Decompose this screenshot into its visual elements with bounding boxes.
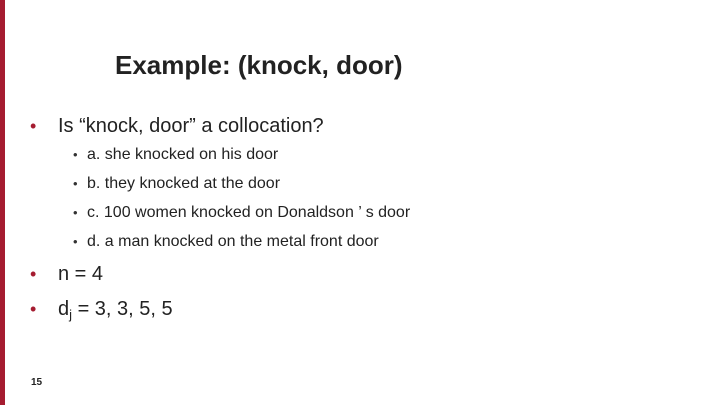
d-subscript: j bbox=[69, 307, 73, 322]
example-item-d bbox=[73, 233, 379, 251]
bullet-n bbox=[30, 263, 103, 286]
example-item-c bbox=[73, 204, 410, 222]
d-symbol: d bbox=[58, 298, 70, 320]
bullet-text bbox=[58, 298, 173, 321]
bullet-dot-icon: • bbox=[73, 234, 78, 249]
slide-title: Example: (knock, door) bbox=[115, 50, 403, 80]
d-values: = 3, 3, 5, 5 bbox=[72, 298, 173, 320]
slide-accent-bar bbox=[0, 0, 5, 405]
bullet-dot-icon: • bbox=[30, 264, 37, 284]
bullet-dot-icon: • bbox=[73, 176, 78, 191]
bullet-text: n = 4 bbox=[58, 263, 104, 285]
example-item-b bbox=[73, 175, 280, 193]
example-text: d. a man knocked on the metal front door bbox=[87, 233, 379, 250]
bullet-dot-icon: • bbox=[30, 299, 37, 319]
example-text: a. she knocked on his door bbox=[87, 146, 279, 163]
bullet-dot-icon: • bbox=[73, 147, 78, 162]
example-item-a bbox=[73, 146, 278, 164]
bullet-dot-icon: • bbox=[30, 116, 37, 136]
bullet-dot-icon: • bbox=[73, 205, 78, 220]
example-text: b. they knocked at the door bbox=[87, 175, 281, 192]
bullet-dj bbox=[30, 298, 173, 321]
slide-number: 15 bbox=[31, 377, 43, 388]
example-text: c. 100 women knocked on Donaldson ’ s door bbox=[87, 204, 411, 221]
bullet-text: Is “knock, door” a collocation? bbox=[58, 115, 324, 137]
bullet-question bbox=[30, 115, 324, 138]
